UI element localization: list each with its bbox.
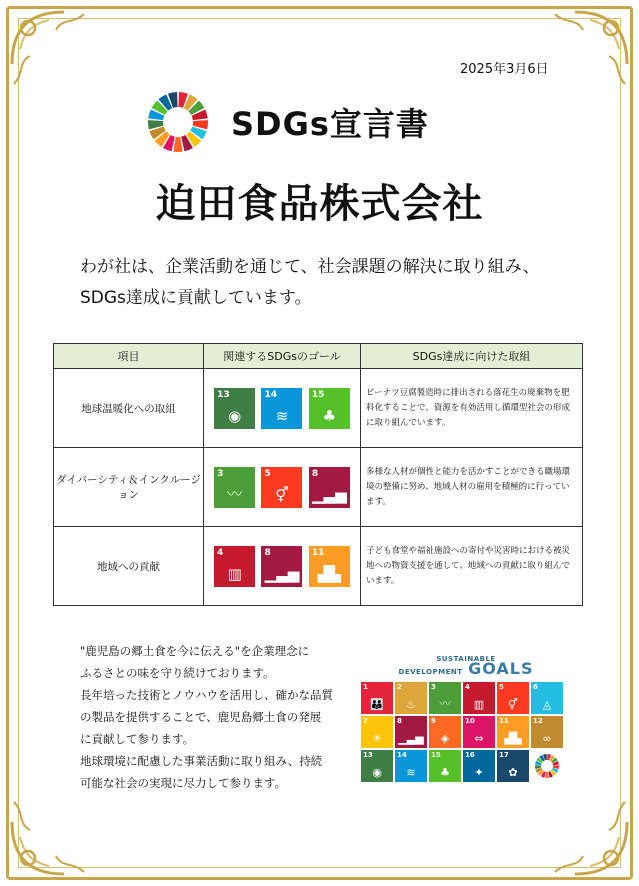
goal-glyph-icon: ▟▙ <box>504 732 522 745</box>
goal-number: 8 <box>397 717 402 725</box>
sdg-goals-poster <box>361 655 571 782</box>
goal-glyph-icon: ♨ <box>406 698 416 711</box>
sdg-goal-5-tile <box>261 467 302 508</box>
row-topic: ダイバーシティ＆インクルージョン <box>54 448 204 527</box>
header-goals: 関連するSDGsのゴール <box>204 344 361 369</box>
mission-line: 地球環境に配慮した事業活動に取り組み、持続 <box>80 754 323 768</box>
goal-glyph-icon: ▥ <box>473 698 485 711</box>
goal-number: 3 <box>431 683 436 691</box>
goal-number: 15 <box>311 389 325 400</box>
flourish-icon <box>4 792 94 882</box>
goal-number: 4 <box>465 683 470 691</box>
heartbeat-icon: 〰 <box>227 484 243 503</box>
row-goals <box>204 448 361 527</box>
goal-number: 5 <box>499 683 504 691</box>
flourish-icon <box>545 792 635 882</box>
sdg-goal-8-tile <box>309 467 350 508</box>
sdg-goal-14-tile <box>395 750 427 782</box>
goal-glyph-icon: ♣ <box>440 766 450 779</box>
sdg-goal-17-tile <box>497 750 529 782</box>
goal-number: 4 <box>217 547 224 558</box>
sdg-goal-11-tile <box>497 716 529 748</box>
goal-glyph-icon: ◉ <box>372 766 382 779</box>
sdg-heading-line1: SUSTAINABLE <box>436 655 496 663</box>
sdg-goal-14-tile <box>261 388 302 429</box>
goal-number: 12 <box>533 717 543 725</box>
sdg-initiatives-table <box>53 343 583 606</box>
sdg-goal-11-tile <box>309 546 350 587</box>
row-topic: 地球温暖化への取組 <box>54 369 204 448</box>
sdg-goal-13-tile <box>214 388 255 429</box>
goal-glyph-icon: ▁▃▅ <box>398 732 424 745</box>
goal-number: 7 <box>363 717 368 725</box>
intro-text <box>80 252 540 314</box>
sdg-goal-12-tile <box>531 716 563 748</box>
goal-number: 13 <box>217 389 230 400</box>
company-name: 迫田食品株式会社 <box>155 181 484 227</box>
goal-glyph-icon: ◈ <box>440 732 450 745</box>
sdg-goal-5-tile <box>497 682 529 714</box>
goal-number: 17 <box>499 751 509 759</box>
sdg-goal-15-tile <box>429 750 461 782</box>
header-action: SDGs達成に向けた取組 <box>361 344 583 369</box>
goal-glyph-icon: 〰 <box>439 697 451 710</box>
mission-line: "鹿児島の郷土食を今に伝える"を企業理念に <box>80 644 310 658</box>
sdg-emblem-tile <box>531 750 563 782</box>
goal-number: 3 <box>217 468 224 479</box>
sdg-heading-line2: DEVELOPMENT <box>398 668 463 676</box>
document-title: SDGs宣言書 <box>231 105 429 143</box>
sdg-wheel-icon <box>534 753 560 779</box>
goal-glyph-icon: ⇔ <box>474 732 484 745</box>
table-row <box>54 369 583 448</box>
row-action: ピーナツ豆腐製造時に排出される落花生の廃棄物を肥料化することで、資源を有効活用し循環型社会の形成に取り組んでいます。 <box>361 369 583 448</box>
intro-line: わが社は、企業活動を通じて、社会課題の解決に取り組み、 <box>80 257 540 277</box>
goal-number: 11 <box>499 717 509 725</box>
flourish-icon <box>545 4 635 94</box>
goal-number: 8 <box>311 468 319 479</box>
sdg-tiles-grid <box>361 682 571 782</box>
goal-number: 5 <box>264 468 271 479</box>
goal-glyph-icon: ✿ <box>508 766 518 779</box>
mission-line: に貢献して参ります。 <box>80 732 195 746</box>
sdg-goal-4-tile <box>214 546 255 587</box>
row-topic: 地域への貢献 <box>54 527 204 606</box>
sdg-goal-10-tile <box>463 716 495 748</box>
growth-chart-icon: ▁▃▅ <box>312 485 347 504</box>
goal-number: 13 <box>363 751 373 759</box>
eye-earth-icon: ◉ <box>228 406 242 425</box>
goal-number: 14 <box>397 751 407 759</box>
goal-number: 9 <box>431 717 436 725</box>
goal-glyph-icon: ≋ <box>406 766 416 779</box>
growth-chart-icon: ▁▃▅ <box>264 564 300 583</box>
sdg-wheel-icon <box>147 91 209 153</box>
table-header-row <box>54 344 583 369</box>
sdg-goal-4-tile <box>463 682 495 714</box>
sdg-goal-8-tile <box>261 546 302 587</box>
goal-number: 10 <box>465 717 475 725</box>
goal-glyph-icon: ◬ <box>542 698 552 711</box>
goal-number: 2 <box>397 683 402 691</box>
goal-glyph-icon: 👪 <box>370 698 384 711</box>
goal-number: 16 <box>465 751 475 759</box>
book-icon: ▥ <box>227 564 242 583</box>
sdg-goal-8-tile <box>395 716 427 748</box>
row-goals <box>204 369 361 448</box>
tree-icon: ♣ <box>322 406 337 425</box>
mission-line: 長年培った技術とノウハウを活用し、確かな品質 <box>80 688 333 702</box>
sdg-goal-16-tile <box>463 750 495 782</box>
row-action: 多様な人材が個性と能力を活かすことができる職場環境の整備に努め、地域人材の雇用を積極的に行っています。 <box>361 448 583 527</box>
header-topic: 項目 <box>54 344 204 369</box>
sdg-poster-heading <box>361 655 571 677</box>
sdg-goal-15-tile <box>309 388 350 429</box>
goal-number: 15 <box>431 751 441 759</box>
mission-statement <box>80 640 333 794</box>
goal-number: 6 <box>533 683 538 691</box>
sdg-goal-6-tile <box>531 682 563 714</box>
flourish-icon <box>4 4 94 94</box>
intro-line: SDGs達成に貢献しています。 <box>80 288 312 308</box>
sdg-goal-13-tile <box>361 750 393 782</box>
goal-number: 14 <box>264 389 278 400</box>
sdg-goal-9-tile <box>429 716 461 748</box>
goal-glyph-icon: ✦ <box>474 766 484 779</box>
mission-line: ふるさとの味を守り続けております。 <box>80 666 275 680</box>
table-row <box>54 527 583 606</box>
sdg-heading-goals: GOALS <box>468 659 534 678</box>
gender-icon: ⚥ <box>275 485 289 504</box>
mission-line: の製品を提供することで、鹿児島郷土食の発展 <box>80 710 322 724</box>
goal-glyph-icon: ☀ <box>372 732 382 745</box>
mission-line: 可能な社会の実現に尽力して参ります。 <box>80 776 287 790</box>
table-row <box>54 448 583 527</box>
goal-glyph-icon: ⚥ <box>508 698 518 711</box>
goal-number: 11 <box>311 547 325 558</box>
sdg-goal-2-tile <box>395 682 427 714</box>
sdg-goal-1-tile <box>361 682 393 714</box>
sdg-goal-3-tile <box>429 682 461 714</box>
goal-number: 1 <box>363 683 368 691</box>
sdg-goal-7-tile <box>361 716 393 748</box>
sdg-goal-3-tile <box>214 467 255 508</box>
row-goals <box>204 527 361 606</box>
fish-icon: ≋ <box>275 406 289 425</box>
goal-glyph-icon: ∞ <box>542 732 552 745</box>
document-date: 2025年3月6日 <box>460 62 549 77</box>
city-icon: ▟▙ <box>317 564 341 583</box>
goal-number: 8 <box>264 547 271 558</box>
title-row <box>147 91 429 153</box>
row-action: 子ども食堂や福祉施設への寄付や災害時における被災地への物資支援を通して、地域への貢献に取り組んでいます。 <box>361 527 583 606</box>
